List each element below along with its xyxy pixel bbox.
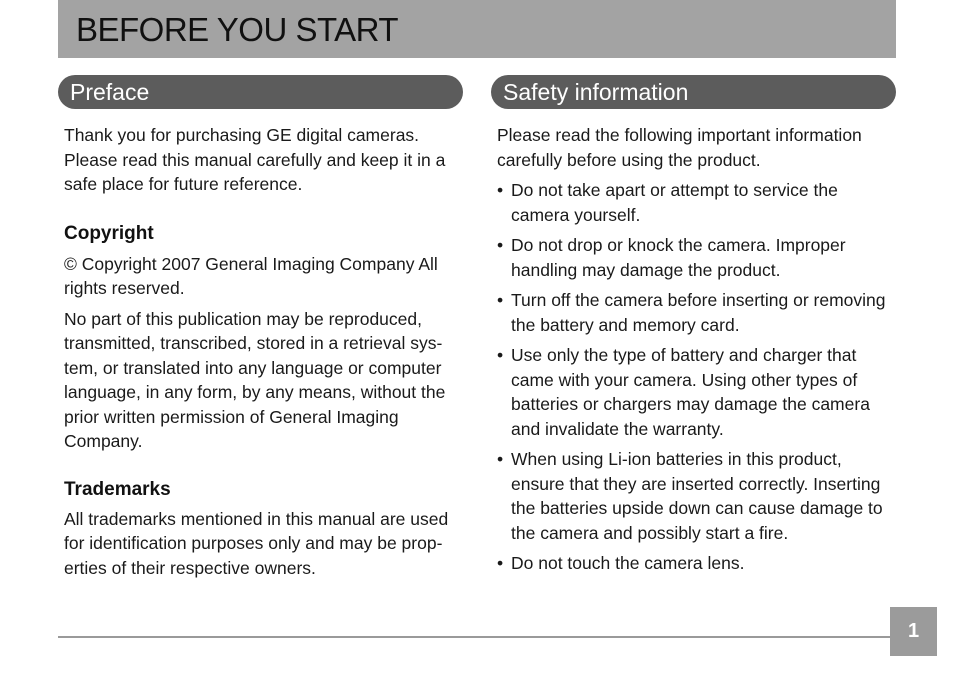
list-item: [497, 447, 895, 545]
bullet-icon: •: [497, 235, 504, 255]
safety-intro: Please read the following important information carefully before using the product.: [497, 125, 862, 170]
footer-divider: [58, 636, 894, 638]
copyright-body: No part of this publication may be reproduced, transmitted, transcribed, stored in a retrieval sys-tem, or translated into any language or computer language, in any form, by any means, without the prior written permission of General Imaging Company.: [64, 308, 446, 451]
bullet-icon: •: [497, 345, 504, 365]
list-item-text: Do not take apart or attempt to service the camera yourself.: [511, 180, 838, 225]
preface-intro: Thank you for purchasing GE digital cameras. Please read this manual carefully and keep it in a safe place for future reference.: [64, 125, 446, 194]
list-item: [497, 233, 895, 282]
title-bar: [58, 0, 896, 58]
list-item-text: When using Li-ion batteries in this product, ensure that they are inserted correctly. Inserting the batteries upside down can cause damage to the camera and possibly start a fire.: [511, 449, 883, 543]
safety-list: [497, 178, 895, 576]
list-item: [497, 343, 895, 441]
bullet-icon: •: [497, 180, 504, 200]
page-number: 1: [890, 607, 937, 656]
trademarks-body: All trademarks mentioned in this manual are used for identification purposes only and may be prop-erties of their respective owners.: [64, 508, 449, 578]
trademarks-heading: Trademarks: [64, 478, 171, 500]
safety-heading: Safety information: [491, 75, 896, 109]
preface-heading: Preface: [58, 75, 463, 109]
list-item-text: Use only the type of battery and charger that came with your camera. Using other types of batteries or chargers may damage the camera and invalidate the warranty.: [511, 345, 870, 439]
safety-column: [497, 123, 895, 582]
list-item-text: Do not drop or knock the camera. Improper handling may damage the product.: [511, 235, 846, 280]
bullet-icon: •: [497, 553, 504, 573]
list-item-text: Do not touch the camera lens.: [511, 553, 745, 573]
copyright-heading: Copyright: [64, 222, 154, 244]
bullet-icon: •: [497, 290, 504, 310]
list-item: [497, 288, 895, 337]
list-item-text: Turn off the camera before inserting or removing the battery and memory card.: [511, 290, 886, 335]
copyright-line: © Copyright 2007 General Imaging Company All rights reserved.: [64, 253, 438, 298]
list-item: [497, 178, 895, 227]
preface-column: [64, 123, 459, 580]
page-title: BEFORE YOU START: [76, 11, 399, 48]
bullet-icon: •: [497, 449, 504, 469]
list-item: [497, 551, 895, 576]
